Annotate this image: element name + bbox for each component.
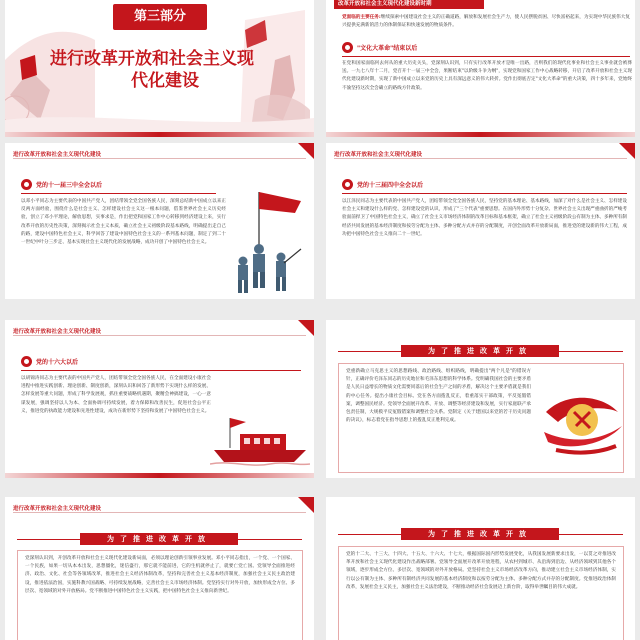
- slide-fourth-plenum: [326, 143, 635, 299]
- slide-header: 进行改革开放和社会主义现代化建设: [13, 152, 102, 158]
- slide-new-period: [326, 0, 635, 137]
- corner-decoration: [298, 497, 314, 513]
- slide-reform-opening-2: [5, 497, 314, 640]
- red-circle-icon: [342, 179, 353, 190]
- slide-header: 进行改革开放和社会主义现代化建设: [13, 329, 102, 335]
- red-boat-illustration: [210, 410, 310, 470]
- red-circle-icon: [342, 42, 353, 53]
- header-line: [13, 512, 306, 513]
- slide-sixteenth-congress: [5, 320, 314, 478]
- section-body: 党重新确立马克思主义的思想路线、政治路线、组织路线，明确提出"两个凡是"的错误方针，正确评价毛泽东同志的历史地位和毛泽东思想的科学体系。党明确我国社会的主要矛盾是人民日益增长的物质文化需要同落后的社会生产之间的矛盾，解决这个主要矛盾就是我们的中心任务。提出小康社会目标。党在各方面拨乱反正，着重落实干部政策，平反冤假错案，调整国民经济。党领导全面展开改革、开放、调整等经济建设和发展，实行家庭联产承包责任制，大规模平反冤假错案和调整社会关系。党制定《关于建国以来党的若干历史问题的决议》，标志着党在指导思想上的拨乱反正胜利完成。: [346, 369, 531, 424]
- slide-title-line2: 代化建设: [131, 71, 199, 91]
- section-title: [342, 42, 417, 53]
- party-emblem-ribbon-illustration: [536, 382, 626, 462]
- bottom-band: [5, 132, 314, 137]
- lead-bold: 党面临的主要任务:: [342, 15, 381, 20]
- section-body: 以邓小平同志为主要代表的中国共产党人，团结带领全党全国各族人民，深刻总结新中国成立以来正反两方面经验，围绕什么是社会主义、怎样建设社会主义这一根本问题，借鉴世界社会主义历史经验，创立了邓小平理论，解放思想，实事求是，作出把党和国家工作中心转移到经济建设上来，实行改革开放的历史性决策，深刻揭示社会主义本质，确立社会主义初级阶段基本路线，明确提出走自己的路，建设中国特色社会主义，科学回答了建设中国特色社会主义的一系列基本问题，制定了到二十一世纪中叶分三步走、基本实现社会主义现代化的发展战略，成功开创了中国特色社会主义。: [21, 199, 226, 246]
- section-banner: 为了推进改革开放: [80, 533, 238, 545]
- corner-decoration: [298, 143, 314, 159]
- section-banner: 为了推进改革开放: [401, 345, 559, 357]
- bottom-band: [5, 473, 314, 478]
- section-body: 党的十二大、十三大、十四大、十五大、十六大、十七大，根据国际国内形势发展变化，从我国发展新要求出发，一以贯之对推进改革开放和社会主义现代化建设作出战略部署。党领导全面展开改革开放进程，从农村到城市、从沿海到沿边、从经济领域到其他各个领域，逐步形成全方位、多层次、宽领域的对外开放格局。党坚持社会主义市场经济改革方向，推动建立社会主义市场经济体制，实行以公有制为主体、多种所有制经济共同发展的基本经济制度和以按劳分配为主体、多种分配方式并存的分配制度。党推进政治体制改革，发展社会主义民主，加强社会主义法治建设，不断推动经济社会发展迈上新台阶，取得举世瞩目的伟大成就。: [346, 552, 616, 590]
- section-body: 以胡锦涛同志为主要代表的中国共产党人，团结带领全党全国各族人民，在全面建设小康社会进程中推进实践创新、理论创新、制度创新，深刻认识和回答了新形势下实现什么样的发展、怎样发展等重大问题，形成了科学发展观，抓住重要战略机遇期，聚精会神搞建设，一心一意谋发展，强调坚持以人为本、全面协调可持续发展，着力保障和改善民生，促进社会公平正义，推进党的执政能力建设和先进性建设，成功在新形势下坚持和发展了中国特色社会主义。: [21, 376, 211, 414]
- section-title-text: 党的十一届三中全会以后: [36, 182, 103, 189]
- section-body: 以江泽民同志为主要代表的中国共产党人，团结带领全党全国各族人民，坚持党的基本理论、基本路线，加深了对什么是社会主义、怎样建设社会主义和建设什么样的党、怎样建设党的认识，形成了"三个代表"重要思想。在国内外形势十分复杂、世界社会主义出现严重曲折的严峻考验面前捍卫了中国特色社会主义，确立了社会主义市场经济体制的改革目标和基本框架，确立了社会主义初级阶段公有制为主体、多种所有制经济共同发展的基本经济制度和按劳分配为主体、多种分配方式并存的分配制度，开创全面改革开放新局面，推进党的建设新的伟大工程，成功把中国特色社会主义推向二十一世纪。: [342, 199, 627, 237]
- section-underline: [342, 56, 630, 57]
- section-underline: [21, 370, 301, 371]
- section-body: 党深刻认识到，开创改革开放和社会主义现代化建设新局面，必须以理论创新引领事业发展。邓小平同志指出，一个党、一个国家、一个民族，如果一切从本本出发，思想僵化，迷信盛行，那它就不能前进，它的生机就停止了，就要亡党亡国。党领导全面推进经济、政治、文化、社会等各领域改革，推进社会主义经济体制改革，坚持和完善社会主义基本经济制度，加强社会主义民主政治建设，推进依法治国，实施科教兴国战略、可持续发展战略，完善社会主义市场经济体制。党坚持实行对外开放，加快形成全方位、多层次、宽领域的对外开放格局。党不断推进中国特色社会主义实践，把中国特色社会主义推向新世纪。: [25, 556, 295, 594]
- slide-reform-opening-3: [326, 497, 635, 640]
- slide-third-plenum: [5, 143, 314, 299]
- slide-reform-opening-1: [326, 320, 635, 478]
- section-title-text: "文化大革命"结束以后: [357, 45, 418, 52]
- part-badge-label: 第三部分: [133, 9, 186, 24]
- section-title: [21, 356, 78, 367]
- section-banner: 为了推进改革开放: [401, 528, 559, 540]
- section-body: 在党和国家面临何去何从的重大历史关头，党深刻认识到，只有实行改革开放才是唯一出路，否则我们的现代化事业和社会主义事业就会被葬送。一九七八年十二月，党召开十一届三中全会，果断结束"以阶级斗争为纲"，实现党和国家工作中心战略转移，开启了改革开放和社会主义现代化建设新时期，实现了新中国成立以来党的历史上具有深远意义的伟大转折。党作出彻底否定"文化大革命"的重大决策，四十多年来，党始终不渝坚持这次全会确立的路线方针政策。: [342, 61, 632, 91]
- header-line: [13, 335, 306, 336]
- section-title: [21, 179, 102, 190]
- section-underline: [342, 193, 627, 194]
- slide-title-part-three: [5, 0, 314, 137]
- header-banner-text: 改革开放和社会主义现代化建设新时期: [338, 1, 432, 7]
- lead-paragraph: [342, 14, 630, 40]
- bottom-band: [326, 132, 635, 137]
- part-badge: [113, 4, 207, 30]
- slide-title-line1: 进行改革开放和社会主义现: [50, 49, 254, 69]
- red-circle-icon: [21, 356, 32, 367]
- section-title: [342, 179, 423, 190]
- slide-header: 进行改革开放和社会主义现代化建设: [13, 506, 102, 512]
- red-circle-icon: [21, 179, 32, 190]
- header-line: [13, 158, 306, 159]
- lead-text: 继续探索中国建设社会主义的正确道路，解放和发展社会生产力，使人民摆脱贫困、尽快富裕起来，为实现中华民族伟大复兴提供充满新的活力的体制保证和快速发展的物质条件。: [342, 15, 630, 29]
- corner-decoration: [298, 320, 314, 336]
- slide-header: 进行改革开放和社会主义现代化建设: [334, 152, 423, 158]
- section-title-text: 党的十三届四中全会以后: [357, 182, 424, 189]
- soldiers-with-flag-illustration: [229, 187, 309, 297]
- header-banner: [334, 0, 484, 9]
- section-underline: [21, 193, 216, 194]
- header-line: [334, 158, 627, 159]
- section-title-text: 党的十六大以后: [36, 359, 79, 366]
- corner-decoration: [619, 143, 635, 159]
